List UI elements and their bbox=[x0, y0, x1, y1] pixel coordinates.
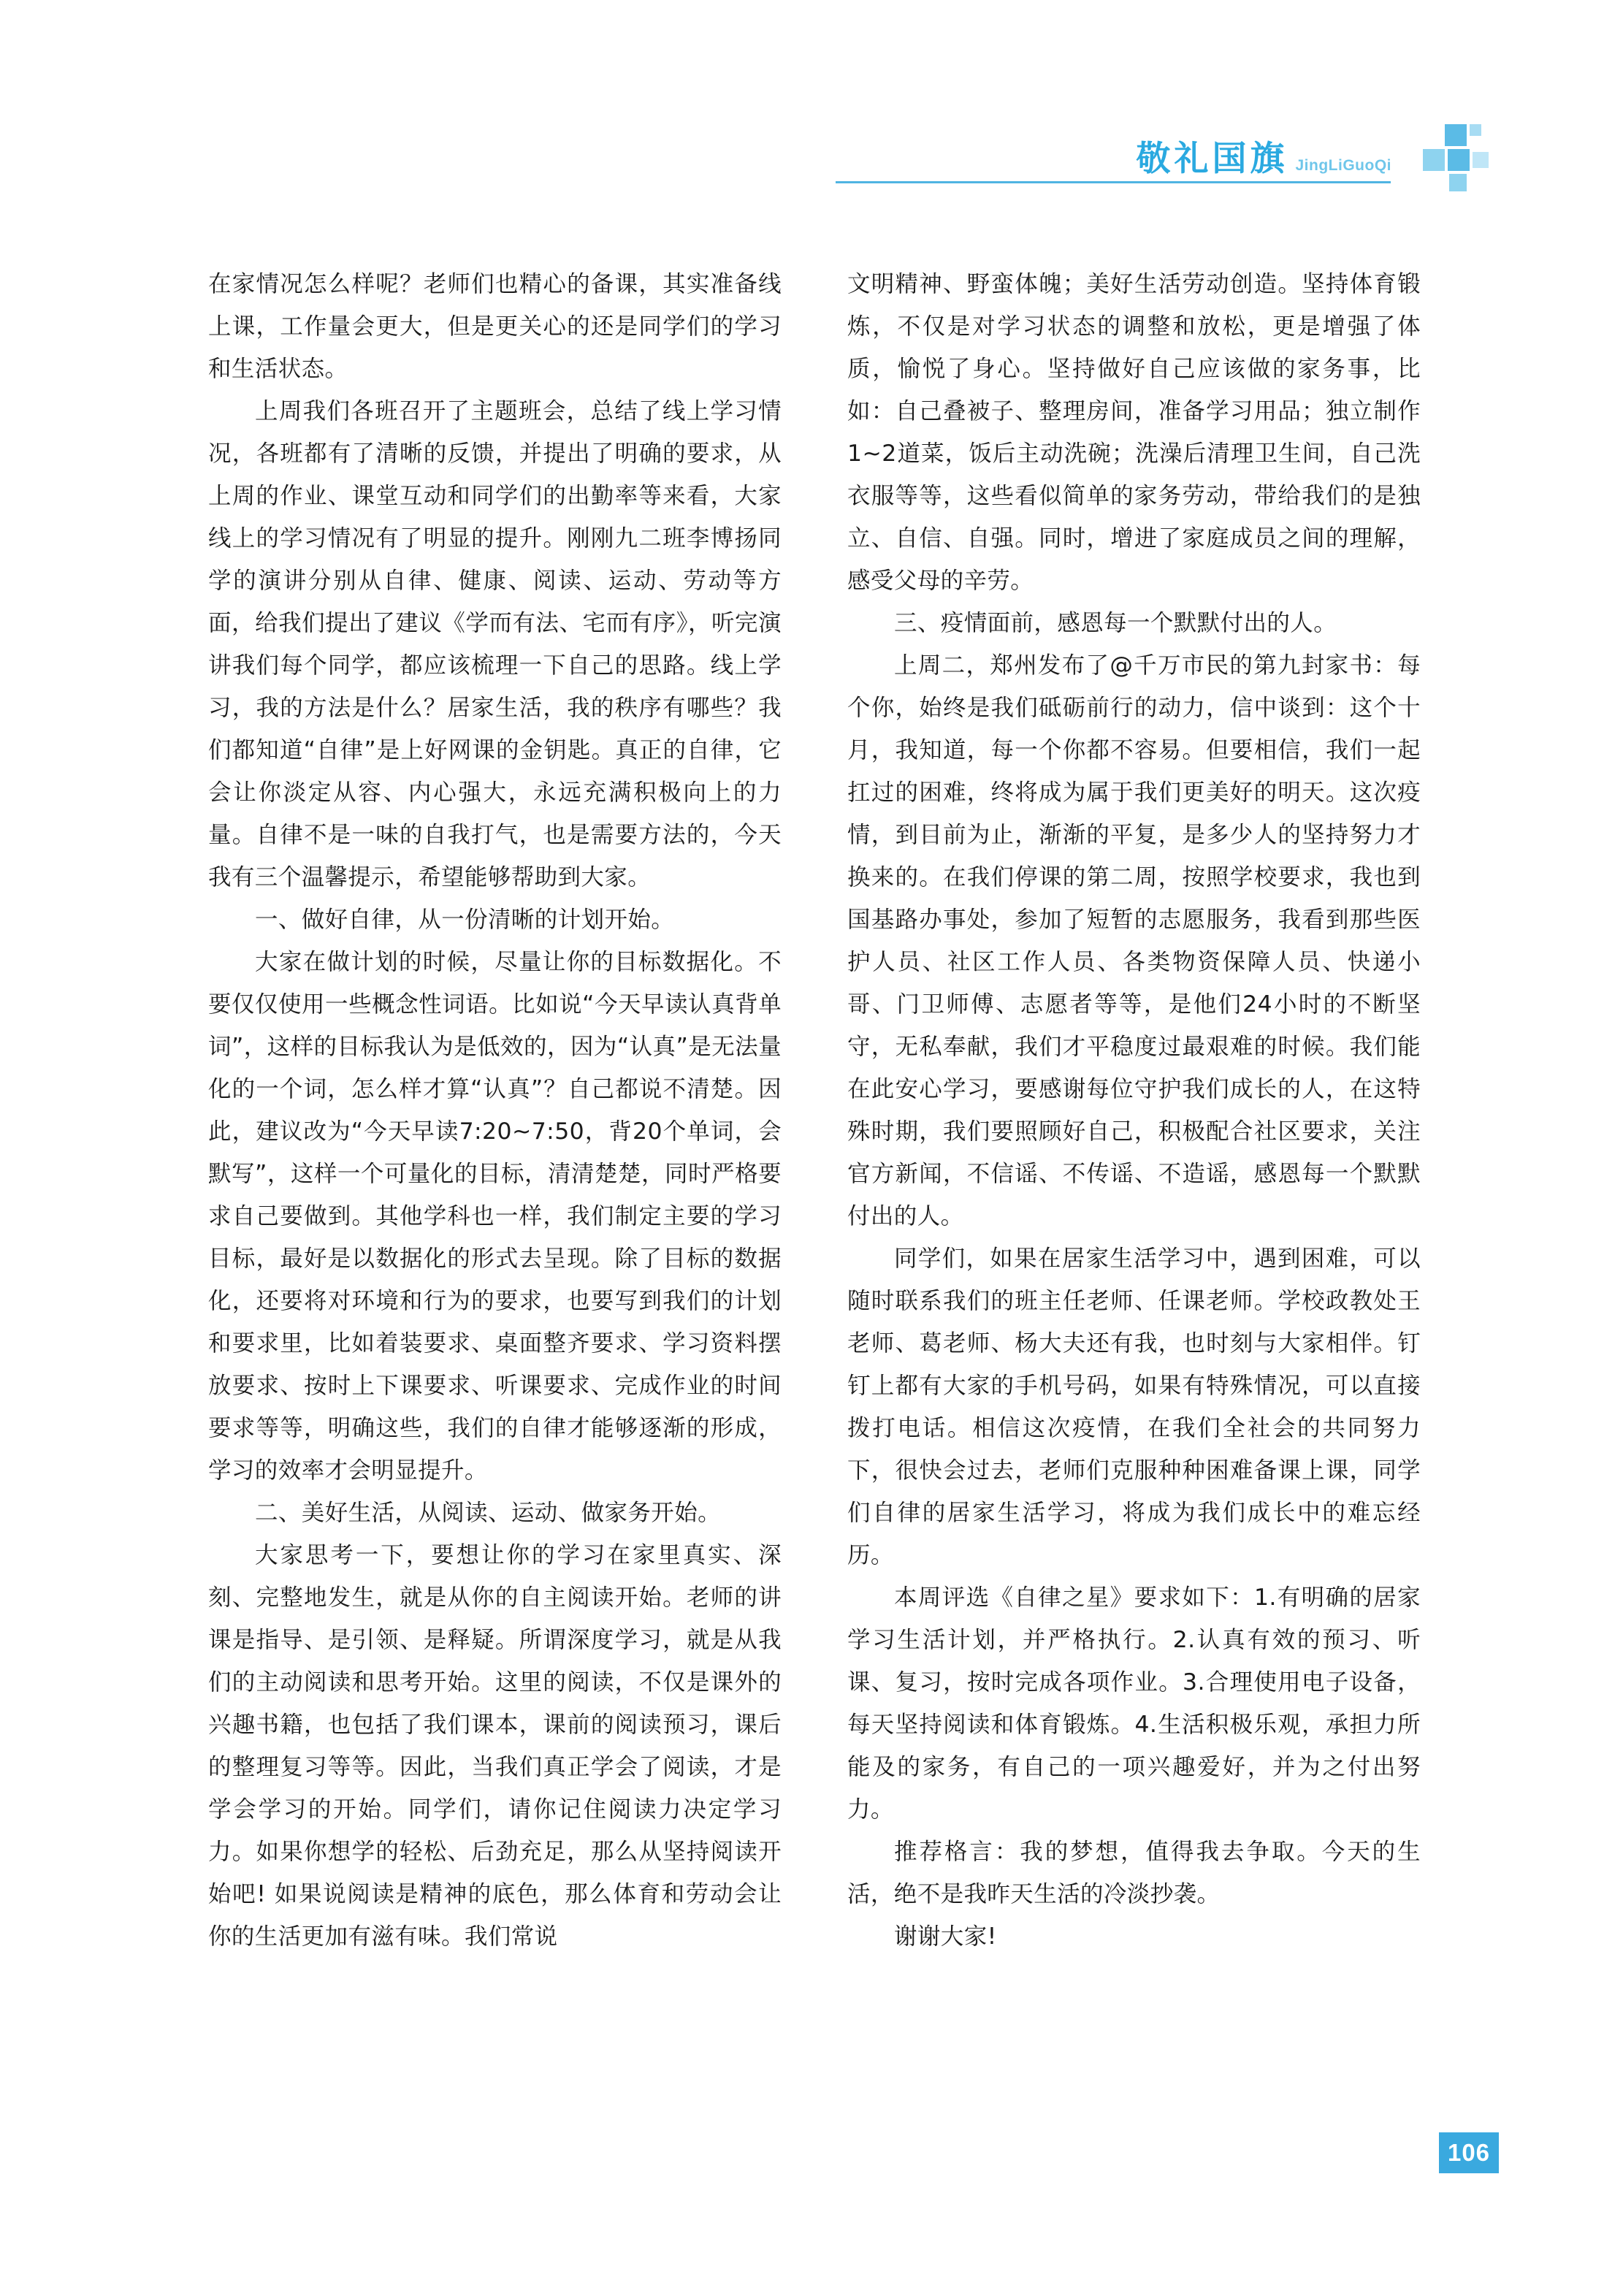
page-header bbox=[833, 110, 1519, 212]
paragraph: 在家情况怎么样呢？老师们也精心的备课，其实准备线上课，工作量会更大，但是更关心的还是同学们的学习和生活状态。 bbox=[208, 271, 782, 382]
paragraph: 同学们，如果在居家生活学习中，遇到困难，可以随时联系我们的班主任老师、任课老师。学校政教处王老师、葛老师、杨大夫还有我，也时刻与大家相伴。钉钉上都有大家的手机号码，如果有特殊情况，可以直接拨打电话。相信这次疫情，在我们全社会的共同努力下，很快会过去，老师们克服种种困难备课上课，同学们自律的居家生活学习，将成为我们成长中的难忘经历。 bbox=[847, 1246, 1421, 1568]
paragraph: 上周我们各班召开了主题班会，总结了线上学习情况，各班都有了清晰的反馈，并提出了明确的要求，从上周的作业、课堂互动和同学们的出勤率等来看，大家线上的学习情况有了明显的提升。刚刚九二班李博扬同学的演讲分别从自律、健康、阅读、运动、劳动等方面，给我们提出了建议《学而有法、宅而有序》，听完演讲我们每个同学，都应该梳理一下自己的思路。线上学习，我的方法是什么？居家生活，我的秩序有哪些？我们都知道“自律”是上好网课的金钥匙。真正的自律，它会让你淡定从容、内心强大，永远充满积极向上的力量。自律不是一味的自我打气，也是需要方法的，今天我有三个温馨提示，希望能够帮助到大家。 bbox=[208, 398, 782, 890]
paragraph: 大家在做计划的时候，尽量让你的目标数据化。不要仅仅使用一些概念性词语。比如说“今天早读认真背单词”，这样的目标我认为是低效的，因为“认真”是无法量化的一个词，怎么样才算“认真”？自己都说不清楚。因此，建议改为“今天早读7:20~7:50，背20个单词，会默写”，这样一个可量化的目标，清清楚楚，同时严格要求自己要做到。其他学科也一样，我们制定主要的学习目标，最好是以数据化的形式去呈现。除了目标的数据化，还要将对环境和行为的要求，也要写到我们的计划和要求里，比如着装要求、桌面整齐要求、学习资料摆放要求、按时上下课要求、听课要求、完成作业的时间要求等等，明确这些，我们的自律才能够逐渐的形成，学习的效率才会明显提升。 bbox=[208, 949, 782, 1484]
right-column bbox=[847, 263, 1421, 1958]
paragraph: 文明精神、野蛮体魄；美好生活劳动创造。坚持体育锻炼，不仅是对学习状态的调整和放松，更是增强了体质，愉悦了身心。坚持做好自己应该做的家务事，比如：自己叠被子、整理房间，准备学习用品；独立制作1~2道菜，饭后主动洗碗；洗澡后清理卫生间，自己洗衣服等等，这些看似简单的家务劳动，带给我们的是独立、自信、自强。同时，增进了家庭成员之间的理解，感受父母的辛劳。 bbox=[847, 271, 1421, 594]
decor-square bbox=[1445, 124, 1467, 146]
left-column bbox=[208, 263, 782, 1958]
decor-square bbox=[1449, 174, 1467, 191]
body-columns bbox=[208, 263, 1421, 1958]
decor-square bbox=[1448, 149, 1470, 171]
paragraph: 推荐格言：我的梦想，值得我去争取。今天的生活，绝不是我昨天生活的冷淡抄袭。 bbox=[847, 1839, 1421, 1907]
header-decoration-squares bbox=[1397, 124, 1492, 191]
paragraph: 本周评选《自律之星》要求如下：1.有明确的居家学习生活计划，并严格执行。2.认真有效的预习、听课、复习，按时完成各项作业。3.合理使用电子设备，每天坚持阅读和体育锻炼。4.生活积极乐观，承担力所能及的家务，有自己的一项兴趣爱好，并为之付出努力。 bbox=[847, 1584, 1421, 1823]
header-title-group bbox=[1137, 131, 1392, 180]
page-title: 敬礼国旗 bbox=[1136, 139, 1288, 179]
paragraph: 上周二，郑州发布了@千万市民的第九封家书：每个你，始终是我们砥砺前行的动力，信中谈到：这个十月，我知道，每一个你都不容易。但要相信，我们一起扛过的困难，终将成为属于我们更美好的明天。这次疫情，到目前为止，渐渐的平复，是多少人的坚持努力才换来的。在我们停课的第二周，按照学校要求，我也到国基路办事处，参加了短暂的志愿服务，我看到那些医护人员、社区工作人员、各类物资保障人员、快递小哥、门卫师傅、志愿者等等，是他们24小时的不断坚守，无私奉献，我们才平稳度过最艰难的时候。我们能在此安心学习，要感谢每位守护我们成长的人，在这特殊时期，我们要照顾好自己，积极配合社区要求，关注官方新闻，不信谣、不传谣、不造谣，感恩每一个默默付出的人。 bbox=[847, 652, 1421, 1229]
paragraph: 大家思考一下，要想让你的学习在家里真实、深刻、完整地发生，就是从你的自主阅读开始。老师的讲课是指导、是引领、是释疑。所谓深度学习，就是从我们的主动阅读和思考开始。这里的阅读，不仅是课外的兴趣书籍，也包括了我们课本，课前的阅读预习，课后的整理复习等等。因此，当我们真正学会了阅读，才是学会学习的开始。同学们，请你记住阅读力决定学习力。如果你想学的轻松、后劲充足，那么从坚持阅读开始吧! 如果说阅读是精神的底色，那么体育和劳动会让你的生活更加有滋有味。我们常说 bbox=[208, 1542, 782, 1950]
page-title-pinyin: JingLiGuoQi bbox=[1295, 157, 1391, 174]
paragraph: 谢谢大家! bbox=[894, 1923, 997, 1950]
header-divider bbox=[836, 181, 1391, 183]
page-number-badge: 106 bbox=[1439, 2132, 1499, 2173]
paragraph: 二、美好生活，从阅读、运动、做家务开始。 bbox=[255, 1500, 722, 1526]
paragraph: 一、做好自律，从一份清晰的计划开始。 bbox=[255, 907, 675, 933]
decor-square bbox=[1470, 124, 1481, 136]
paragraph: 三、疫情面前，感恩每一个默默付出的人。 bbox=[894, 610, 1337, 636]
decor-square bbox=[1423, 149, 1445, 171]
decor-square bbox=[1473, 152, 1489, 168]
